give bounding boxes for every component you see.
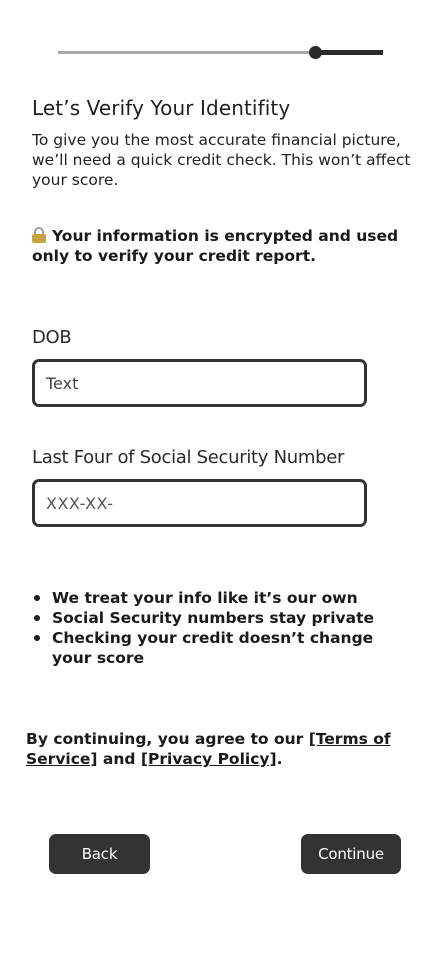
- progress-track: [58, 51, 315, 54]
- list-item: [32, 628, 412, 668]
- security-note-text: Your information is encrypted and used only to verify your credit report.: [32, 227, 399, 265]
- intro-text: To give you the most accurate financial picture, we’ll need a quick credit check. This won’t affect your score.: [32, 131, 411, 189]
- dob-input[interactable]: [35, 362, 364, 404]
- lock-icon: [32, 227, 46, 243]
- list-item: [32, 608, 412, 628]
- privacy-policy-link[interactable]: [Privacy Policy]: [140, 750, 277, 768]
- legal-consent: [26, 729, 436, 769]
- bullet-icon: [34, 595, 40, 601]
- assurance-list: [32, 588, 412, 668]
- legal-middle: and: [97, 750, 141, 768]
- dob-field: [32, 359, 367, 407]
- ssn-label: Last Four of Social Security Number: [32, 447, 345, 468]
- bullet-icon: [34, 635, 40, 641]
- legal-suffix: .: [276, 750, 283, 768]
- dob-label: DOB: [32, 327, 72, 348]
- progress-fill: [315, 50, 383, 55]
- bullet-icon: [34, 615, 40, 621]
- progress-indicator: [309, 46, 322, 59]
- ssn-last-four-input[interactable]: [35, 482, 364, 524]
- list-item-text: Social Security numbers stay private: [52, 609, 374, 627]
- terms-of-service-link[interactable]: [Terms of Service]: [26, 730, 391, 768]
- list-item-text: We treat your info like it’s our own: [52, 589, 358, 607]
- legal-prefix: By continuing, you agree to our: [26, 730, 309, 748]
- list-item: [32, 588, 412, 608]
- back-button[interactable]: Back: [49, 834, 150, 874]
- ssn-field: [32, 479, 367, 527]
- continue-button[interactable]: Continue: [301, 834, 401, 874]
- security-note: [32, 226, 422, 266]
- list-item-text: Checking your credit doesn’t change your score: [52, 629, 374, 667]
- page-title: Let’s Verify Your Identifity: [32, 96, 291, 120]
